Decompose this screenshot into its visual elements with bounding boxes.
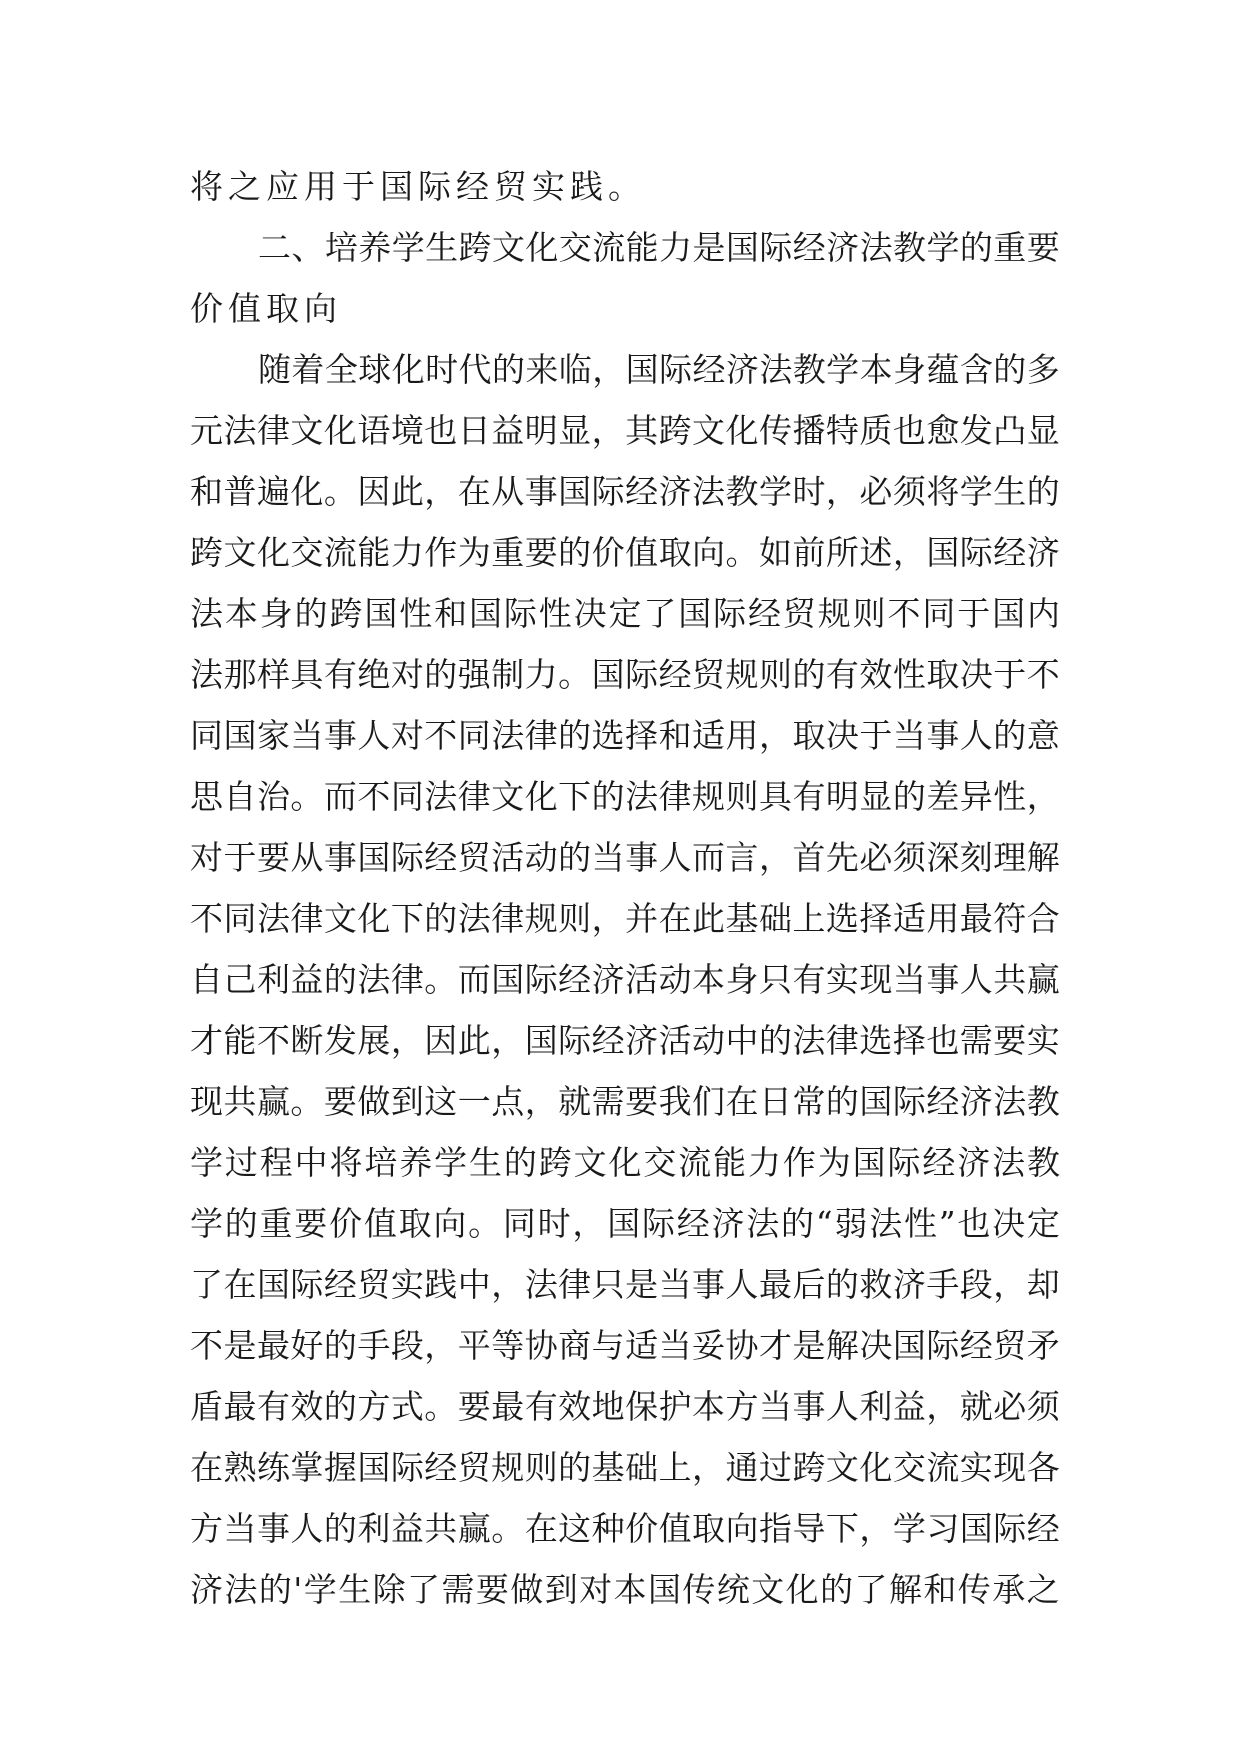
text-line: 将 之 应 用 于 国 际 经 贸 实 践 。 (190, 167, 646, 206)
paragraph-first-line: 随 着 全 球 化 时 代 的 来 临 ， 国 际 经 济 法 教 学 本 身 蕴 含 的 多 (258, 350, 1060, 389)
text-line: 跨 文 化 交 流 能 力 作 为 重 要 的 价 值 取 向 。 如 前 所 述 ， 国 际 经 济 (190, 533, 1060, 572)
text-line: 自 己 利 益 的 法 律 。 而 国 际 经 济 活 动 本 身 只 有 实 现 当 事 人 共 赢 (190, 960, 1060, 999)
text-line: 思 自 治 。 而 不 同 法 律 文 化 下 的 法 律 规 则 具 有 明 显 的 差 异 性 ， (190, 777, 1060, 816)
text-line: 和 普 遍 化 。 因 此 ， 在 从 事 国 际 经 济 法 教 学 时 ， 必 须 将 学 生 的 (190, 472, 1060, 511)
text-line: 法 本 身 的 跨 国 性 和 国 际 性 决 定 了 国 际 经 贸 规 则 不 同 于 国 内 (190, 594, 1060, 633)
section-heading-line: 二 、 培 养 学 生 跨 文 化 交 流 能 力 是 国 际 经 济 法 教 学 的 重 要 (258, 228, 1060, 267)
text-line: 不 是 最 好 的 手 段 ， 平 等 协 商 与 适 当 妥 协 才 是 解 决 国 际 经 贸 矛 (190, 1326, 1060, 1365)
text-line: 学 的 重 要 价 值 取 向 。 同 时 ， 国 际 经 济 法 的 “ 弱 法 性 ” 也 决 定 (190, 1204, 1060, 1243)
text-line: 不 同 法 律 文 化 下 的 法 律 规 则 ， 并 在 此 基 础 上 选 择 适 用 最 符 合 (190, 899, 1060, 938)
text-line: 了 在 国 际 经 贸 实 践 中 ， 法 律 只 是 当 事 人 最 后 的 救 济 手 段 ， 却 (190, 1265, 1060, 1304)
text-line: 盾 最 有 效 的 方 式 。 要 最 有 效 地 保 护 本 方 当 事 人 利 益 ， 就 必 须 (190, 1387, 1060, 1426)
section-heading-line: 价 值 取 向 (190, 289, 342, 328)
text-line: 才 能 不 断 发 展 ， 因 此 ， 国 际 经 济 活 动 中 的 法 律 选 择 也 需 要 实 (190, 1021, 1060, 1060)
text-line: 方 当 事 人 的 利 益 共 赢 。 在 这 种 价 值 取 向 指 导 下 ， 学 习 国 际 经 (190, 1509, 1060, 1548)
text-line: 在 熟 练 掌 握 国 际 经 贸 规 则 的 基 础 上 ， 通 过 跨 文 化 交 流 实 现 各 (190, 1448, 1060, 1487)
text-line: 学 过 程 中 将 培 养 学 生 的 跨 文 化 交 流 能 力 作 为 国 际 经 济 法 教 (190, 1143, 1060, 1182)
text-line: 同 国 家 当 事 人 对 不 同 法 律 的 选 择 和 适 用 ， 取 决 于 当 事 人 的 意 (190, 716, 1060, 755)
text-line: 元 法 律 文 化 语 境 也 日 益 明 显 ， 其 跨 文 化 传 播 特 质 也 愈 发 凸 显 (190, 411, 1060, 450)
text-line: 对 于 要 从 事 国 际 经 贸 活 动 的 当 事 人 而 言 ， 首 先 必 须 深 刻 理 解 (190, 838, 1060, 877)
text-line: 法 那 样 具 有 绝 对 的 强 制 力 。 国 际 经 贸 规 则 的 有 效 性 取 决 于 不 (190, 655, 1060, 694)
body-text (190, 156, 1060, 1620)
text-line: 济 法 的 ' 学 生 除 了 需 要 做 到 对 本 国 传 统 文 化 的 了 解 和 传 承 之 (190, 1570, 1060, 1609)
text-line: 现 共 赢 。 要 做 到 这 一 点 ， 就 需 要 我 们 在 日 常 的 国 际 经 济 法 教 (190, 1082, 1060, 1121)
